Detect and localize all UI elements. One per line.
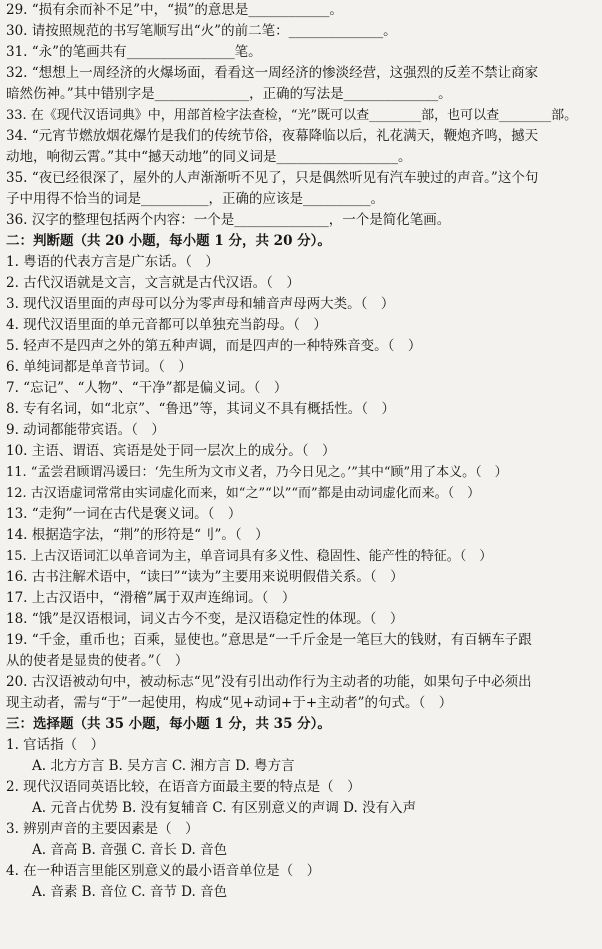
mc-2: 2. 现代汉语同英语比较，在语音方面最主要的特点是（ ）: [6, 779, 361, 795]
q34-cont: 动地，响彻云霄。”其中“撼天动地”的同义词是__________________。: [6, 149, 412, 165]
tf-15: 15. 上古汉语词汇以单音词为主，单音词具有多义性、稳固性、能产性的特征。（ ）: [6, 549, 493, 564]
q35: 35. “夜已经很深了，屋外的人声渐渐听不见了，只是偶然听见有汽车驶过的声音。”这个句: [6, 170, 539, 186]
mc-1: 1. 官话指（ ）: [6, 737, 105, 753]
section-2-heading: 二：判断题（共 20 小题，每小题 1 分，共 20 分）。: [6, 233, 331, 249]
tf-19: 19. “千金，重币也；百乘，显使也。”意思是“一千斤金是一笔巨大的钱财，有百辆车子跟: [6, 632, 532, 648]
mc-2-options: A. 元音占优势 B. 没有复辅音 C. 有区别意义的声调 D. 没有入声: [32, 800, 417, 816]
q30: 30. 请按照规范的书写笔顺写出“火”的前二笔：______________。: [6, 23, 397, 39]
mc-4-options: A. 音素 B. 音位 C. 音节 D. 音色: [32, 884, 228, 900]
tf-11: 11. “孟尝君顾谓冯谖曰：‘先生所为文市义者，乃今日见之。’”其中“顾”用了本义。（ ）: [6, 465, 508, 480]
q36: 36. 汉字的整理包括两个内容：一个是______________，一个是简化笔画。: [6, 212, 451, 228]
tf-3: 3. 现代汉语里面的声母可以分为零声母和辅音声母两大类。（ ）: [6, 296, 395, 312]
tf-14: 14. 根据造字法，“荆”的形符是“刂”。（ ）: [6, 527, 269, 543]
tf-13: 13. “走狗”一词在古代是褒义词。（ ）: [6, 506, 242, 522]
q34: 34. “元宵节燃放烟花爆竹是我们的传统节俗，夜幕降临以后，礼花满天，鞭炮齐鸣，撼天: [6, 128, 539, 144]
mc-1-options: A. 北方方言 B. 吴方言 C. 湘方言 D. 粤方言: [32, 758, 295, 774]
tf-10: 10. 主语、谓语、宾语是处于同一层次上的成分。（ ）: [6, 443, 336, 459]
tf-5: 5. 轻声不是四声之外的第五种声调，而是四声的一种特殊音变。（ ）: [6, 338, 422, 354]
q35-cont: 子中用得不恰当的词是__________，正确的应该是__________。: [6, 191, 384, 207]
tf-20-cont: 现主动者，需与“于”一起使用，构成“见+动词+于+主动者”的句式。（ ）: [6, 695, 453, 711]
mc-3-options: A. 音高 B. 音强 C. 音长 D. 音色: [32, 842, 228, 858]
q32-cont: 暗然伤神。”其中错别字是______________，正确的写法是______________。: [6, 86, 452, 102]
tf-9: 9. 动词都能带宾语。（ ）: [6, 422, 165, 438]
tf-18: 18. “饿”是汉语根词，词义古今不变，是汉语稳定性的体现。（ ）: [6, 611, 404, 627]
tf-8: 8. 专有名词，如“北京”、“鲁迅”等，其词义不具有概括性。（ ）: [6, 401, 396, 417]
q29: 29. “损有余而补不足”中，“损”的意思是____________。: [6, 2, 343, 18]
tf-17: 17. 上古汉语中，“滑稽”属于双声连绵词。（ ）: [6, 590, 296, 606]
q32: 32. “想想上一周经济的火爆场面，看看这一周经济的惨淡经营，这强烈的反差不禁让商家: [6, 65, 539, 81]
tf-4: 4. 现代汉语里面的单元音都可以单独充当韵母。（ ）: [6, 317, 327, 333]
tf-12: 12. 古汉语虚词常常由实词虚化而来，如“之”“以”“而”都是由动词虚化而来。（ ）: [6, 486, 481, 501]
tf-7: 7. “忘记”、“人物”、“干净”都是偏义词。（ ）: [6, 380, 288, 396]
section-3-heading: 三：选择题（共 35 小题，每小题 1 分，共 35 分）。: [6, 716, 331, 732]
q33: 33. 在《现代汉语词典》中，用部首检字法查检，“光”既可以查________部，也可以查________部。: [6, 108, 578, 123]
tf-16: 16. 古书注解术语中，“读曰”“读为”主要用来说明假借关系。（ ）: [6, 569, 404, 585]
tf-6: 6. 单纯词都是单音节词。（ ）: [6, 359, 192, 375]
tf-20: 20. 古汉语被动句中，被动标志“见”没有引出动作行为主动者的功能，如果句子中必须出: [6, 674, 532, 690]
tf-19-cont: 从的使者是显贵的使者。”（ ）: [6, 653, 189, 669]
q31: 31. “永”的笔画共有________________笔。: [6, 44, 262, 60]
tf-2: 2. 古代汉语就是文言，文言就是古代汉语。（ ）: [6, 275, 300, 291]
mc-3: 3. 辨别声音的主要因素是（ ）: [6, 821, 199, 837]
tf-1: 1. 粤语的代表方言是广东话。（ ）: [6, 254, 219, 270]
mc-4: 4. 在一种语言里能区别意义的最小语音单位是（ ）: [6, 863, 321, 879]
